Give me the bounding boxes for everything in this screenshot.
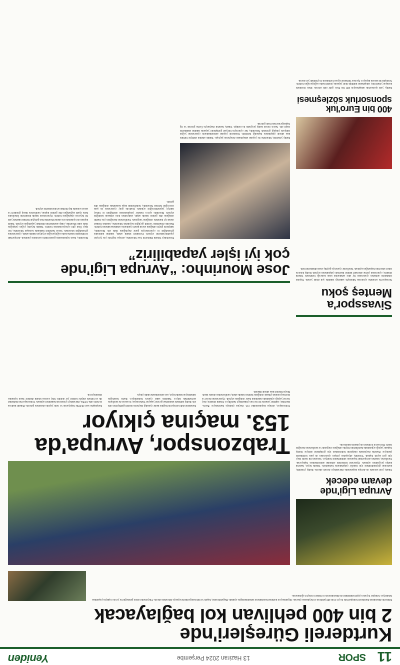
main-article-body: Edirne'de düzenlenen Kurtdereli Güreşleri'nde bu yıl 2 bin 400 pehlivan er meydanına çıkacak. Organizasyon komitesi hazırlıkların tamamlandığını açıkladı. Başpehlivanlar, başaltı ve tüm kategorilerde kıyasıya mücadele edecek. Yüzyıllardır süren geleneğin bu yıl da coşkuyla yaşanması bekleniyor. Güreşler boyunca çeşitli etkinlikler de düzenlenecek ve binlerce izleyici ağırlanacak. bbox=[92, 594, 392, 601]
section-divider bbox=[8, 281, 290, 283]
masthead bbox=[0, 647, 400, 665]
column-divider bbox=[296, 315, 392, 317]
sivasspor-player-photo bbox=[296, 117, 392, 169]
trabzon-article-header bbox=[8, 410, 290, 457]
euro-article-body: Kulüp, yeni sponsorluk anlaşmasıyla 400 bin Euro gelir elde edecek. İmza töreninde konuşan yöneticiler, anlaşmanın kulübün mali yapısına önemli katkı sağlayacağını belirtti. Sözleşme iki sezonu kapsıyor. Sponsor firmanın logosu formaların ön yüzünde yer alacak. bbox=[296, 78, 392, 89]
avrupa-headline-line1: Avrupa Ligi'nde bbox=[320, 485, 392, 496]
trabzon-headline-line1: Trabzonspor, Avrupa'da bbox=[35, 433, 290, 459]
issue-date: 13 Haziran 2024 Perşembe bbox=[176, 654, 250, 660]
sivasspor-headline-line1: Sivasspor'a bbox=[327, 298, 392, 312]
mourinho-headline-line2: çok iyi işler yapabiliriz” bbox=[128, 245, 290, 263]
trabzon-headline-line2: 153. maçına çıkıyor bbox=[82, 409, 290, 436]
main-headline-line1: Kurtdereli Güreşleri'nde bbox=[180, 623, 392, 644]
mourinho-article-body-col2: Mourinho, basın toplantısında gazetecilerin sorularını yanıtladı. Avrupa'daki tecrübesinin takıma katkı sağlayacağını söyleyen teknik adam, oyuncularına güvendiğini tekrarladı. Sezon hedefleri hakkında konuşan Mourinho, her maçı final gibi oynayacaklarını belirtti. Teknik heyetin yoğun çalıştığını ifade eden Mourinho, rakip analizlerinin titizlikle yapıldığını söyledi. Takım kaptanı da toplantıda söz alarak Mourinho'nun gelişiyle birlikte takımda yeni bir heyecan oluştuğunu belirtti. Oyuncuların teknik direktörün felsefesine hızla uyum sağladığını dile getiren kaptan, taraftarlara mesaj gönderdi ve sezon sonunda hep birlikte sevineceklerini söyledi. bbox=[8, 207, 88, 239]
section-label: SPOR bbox=[338, 651, 366, 662]
euro-headline-line1: 400 bin Euro'luk bbox=[326, 104, 392, 114]
main-article-header bbox=[8, 604, 392, 643]
mourinho-photo bbox=[180, 143, 290, 239]
euro-headline-line2: sponsorluk sözleşmesi bbox=[297, 94, 392, 105]
avrupa-article-header bbox=[296, 475, 392, 495]
avrupa-headline-line2: devam edecek bbox=[326, 474, 392, 486]
trabzon-article-body-col1: Trabzonspor, Avrupa kupalarındaki 153. maçına çıkmaya hazırlanıyor. Bordo-mavililer, rakibini yenerek bir üst tura yükselmeyi hedefliyor. Teknik direktör, maç öncesi yaptığı açıklamada takımının hazır olduğunu söyledi. Oyuncuların moral ve motivasyonunun yüksek olduğunu belirten teknik adam, taraftarlardan destek istedi. Maçın biletleri kısa sürede tükendi. bbox=[202, 389, 290, 407]
mourinho-article-header bbox=[8, 246, 290, 277]
mourinho-article-body-col1: Fenerbahçe Teknik Direktörü Jose Mourinho, Avrupa Ligi'nde çok iyi işler yapabileceklerini söyledi. Portekizli teknik adam, takımın kalitesine güvendiğini ve oyuncularıyla gurur duyduğunu ifade etti. Mourinho, rakiplerin güçlü olduğunu ancak kendi oyunlarına odaklanacaklarını belirtti. Hazırlık döneminin verimli geçtiğini kaydeden Mourinho, takımın fiziksel olarak iyi durumda olduğunu vurguladı. Taraftarların desteğinin çok önemli olduğunu dile getiren teknik adam, stadyumun dolu olmasını istediğini söyledi. Mourinho ayrıca transfer çalışmalarının sürdüğünü ve birkaç takviye yapılabileceğini açıkladı. Kadroda genç oyunculara da şans vereceğini belirten Mourinho, hedeflerinin kupa kazanmak olduğunu dile getirdi. bbox=[94, 200, 174, 239]
team-celebration-photo bbox=[296, 499, 392, 565]
mourinho-headline-line1: Jose Mourinho: “Avrupa Ligi'nde bbox=[60, 261, 290, 278]
sivasspor-headline-line2: Menteş şoku bbox=[321, 285, 392, 300]
logo: Yeniden bbox=[8, 652, 49, 664]
avrupa-article-body: Takım, yeni sezonda da Avrupa kupalarında mücadeleye devam edecek. Kulüp yönetimi, kadronun güçlendirilmesi için transfer çalışmalarını hızlandırdı. Teknik heyet, hazırlık kampı programını açıkladı. Oyuncular izinlerinin ardından antrenmanlara başlayacak. Taraftarlar, takımın Avrupa'daki başarısını sürdürmesini bekliyor. Sezonun ilk resmi maçı için geri sayım başladı. Yönetim, altyapıdan yetişen oyunculara da şans verilmesini planlıyor. Hazırlık maçlarında rakiplerin belirlenmesi için görüşmeler sürüyor. Kulüp başkanı yaptığı açıklamada hedeflerinin büyük olduğunu vurguladı ve taraftarların desteğini istedi. Yeni sezon formaları da yakında tanıtılacak. bbox=[296, 442, 392, 471]
trabzon-article-body-col3: Karşılaşma saat 20.00'de başlayacak ve canlı yayınla ekranlara gelecek. Hakem kadrosu da belli oldu. UEFA, mücadeleyi yönetecek hakemleri açıkladı. Trabzonspor'un muhtemel ilk on birinde sürpriz isimler yer alabilir. Maç sonrası teknik direktör basın toplantısı düzenleyecek. bbox=[8, 393, 102, 407]
wrestling-photo bbox=[8, 571, 86, 601]
sivasspor-article-body: Sivasspor'da savunma oyuncusu Menteş'in sakatlığı takımda şok etkisi yarattı. Yapılan tetkiklerin ardından oyuncunun bir süre sahalardan uzak kalacağı belirlendi. Teknik direktör, oyuncunun yerine alternatif isimler üzerinde çalıştıklarını söyledi. Kulüp doktoru tedavi sürecinin başladığını açıkladı. Taraftarlar oyuncuya geçmiş olsun dileklerini iletti. bbox=[296, 267, 392, 281]
trabzonspor-team-photo bbox=[8, 461, 290, 565]
sivasspor-article-header bbox=[296, 287, 392, 311]
mourinho-article-body-col0: Kulüp yönetimi, Mourinho ile yapılan anlaşmanın detaylarını paylaştı. Teknik adamın ekibiyle birlikte kısa sürede çalışmalara başladığı belirtildi. Tesislerde yapılan antrenmanlarda oyuncuların yoğun tempoda çalıştığı gözlendi. Mourinho, her oyuncuyla bireysel görüşmeler yaparak takımın eksiklerini tespit etti. Sezon öncesi kamp programı da netleşti. Takım, hazırlık maçlarıyla forma girecek ve lig başlangıcına hazır hale gelecek. bbox=[180, 121, 290, 139]
page-number: 11 bbox=[377, 649, 392, 665]
main-headline-line2: 2 bin 400 pehlivan kol bağlayacak bbox=[94, 603, 392, 625]
trabzon-article-body-col2: Karadeniz ekibi Avrupa'da bugüne kadar oynadığı maçlarda önemli galibiyetler elde etti. Kulüp tarihinde unutulmaz geceler yaşayan Trabzonspor, bu sezon da taraftarını sevindirmek istiyor. Takımda sakat oyuncu bulunmuyor. Kadro hazırlığını tamamlayan teknik heyet, son antrenmanda taktik çalıştı. bbox=[108, 393, 196, 407]
euro-article-header bbox=[296, 95, 392, 113]
